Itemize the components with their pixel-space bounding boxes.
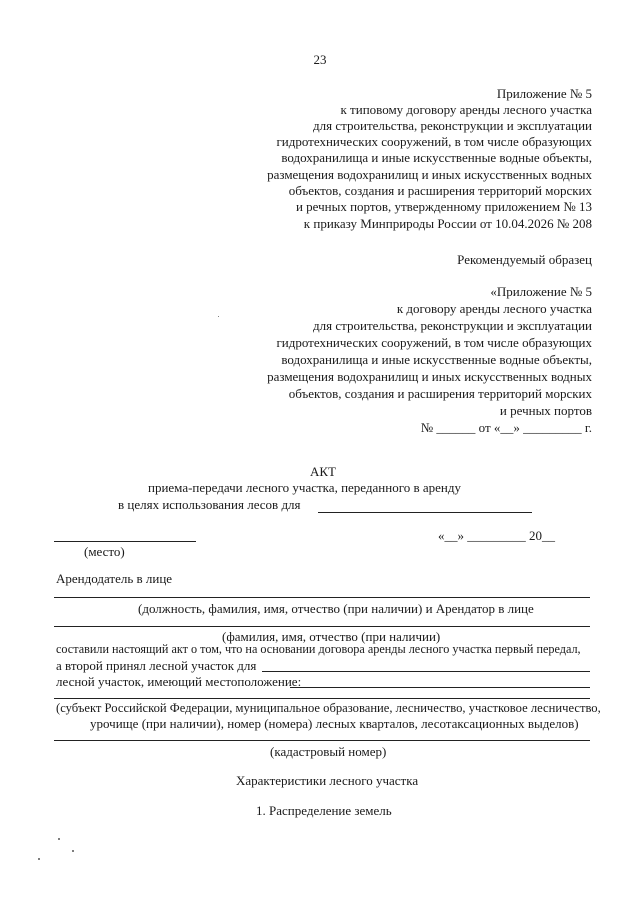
scan-speck (72, 850, 74, 852)
annex-line: к договору аренды лесного участка (396, 301, 592, 316)
header-line: Приложение № 5 (496, 86, 592, 101)
scan-speck (58, 838, 60, 840)
location-blank-line (54, 698, 590, 699)
annex-line: и речных портов (499, 403, 592, 418)
page-number: 23 (313, 52, 327, 67)
location-inline-blank-line (290, 687, 590, 688)
lessor-label: Арендодатель в лице (56, 571, 173, 586)
body-line-3: лесной участок, имеющий местоположение: (56, 674, 302, 689)
lessor-blank-line (54, 597, 590, 598)
location-caption-2: урочище (при наличии), номер (номера) лесных кварталов, лесотаксационных выделов) (90, 716, 579, 731)
header-line: гидротехнических сооружений, в том числе образующих (276, 134, 592, 149)
annex-number-line: № ______ от «__» _________ г. (420, 420, 592, 435)
header-line: к типовому договору аренды лесного участка (340, 102, 592, 117)
cadastral-blank-line (54, 740, 590, 741)
act-date: «__» _________ 20__ (438, 528, 555, 543)
header-line: размещения водохранилищ и иных искусственных водных (267, 167, 592, 182)
header-line: для строительства, реконструкции и эксплуатации (313, 118, 592, 133)
recommended-sample-label: Рекомендуемый образец (457, 252, 592, 267)
annex-line: для строительства, реконструкции и эксплуатации (313, 318, 592, 333)
act-subtitle: приема-передачи лесного участка, переданного в аренду (148, 480, 461, 495)
header-line: водохранилища и иные искусственные водные объекты, (281, 150, 592, 165)
scan-speck (38, 858, 40, 860)
scan-speck (218, 316, 219, 317)
header-line: и речных портов, утвержденному приложением № 13 (295, 199, 592, 214)
act-purpose: в целях использования лесов для (118, 497, 301, 512)
header-line: объектов, создания и расширения территорий морских (288, 183, 592, 198)
body-line-2: а второй принял лесной участок для (56, 658, 257, 673)
annex-line: размещения водохранилищ и иных искусственных водных (267, 369, 592, 384)
body-line-1: составили настоящий акт о том, что на основании договора аренды лесного участка первый передал, (56, 642, 581, 656)
annex-line: водохранилища и иные искусственные водные объекты, (281, 352, 592, 367)
section-1-heading: 1. Распределение земель (256, 803, 392, 818)
lessor-caption: (должность, фамилия, имя, отчество (при наличии) и Арендатор в лице (138, 601, 534, 616)
location-caption-1: (субъект Российской Федерации, муниципальное образование, лесничество, участковое лесничество, (56, 701, 601, 715)
act-title: АКТ (310, 464, 336, 479)
place-caption: (место) (84, 544, 125, 559)
characteristics-heading: Характеристики лесного участка (236, 773, 419, 788)
annex-line: «Приложение № 5 (490, 284, 592, 299)
purpose-blank-line-2 (262, 671, 590, 672)
header-line: к приказу Минприроды России от 10.04.2026 № 208 (303, 216, 592, 231)
cadastral-caption: (кадастровый номер) (270, 744, 387, 759)
purpose-blank-line (318, 512, 532, 513)
lessee-blank-line (54, 626, 590, 627)
annex-line: объектов, создания и расширения территорий морских (288, 386, 592, 401)
lessee-caption: (фамилия, имя, отчество (при наличии) (222, 629, 441, 644)
annex-line: гидротехнических сооружений, в том числе образующих (276, 335, 592, 350)
place-blank-line (54, 541, 196, 542)
